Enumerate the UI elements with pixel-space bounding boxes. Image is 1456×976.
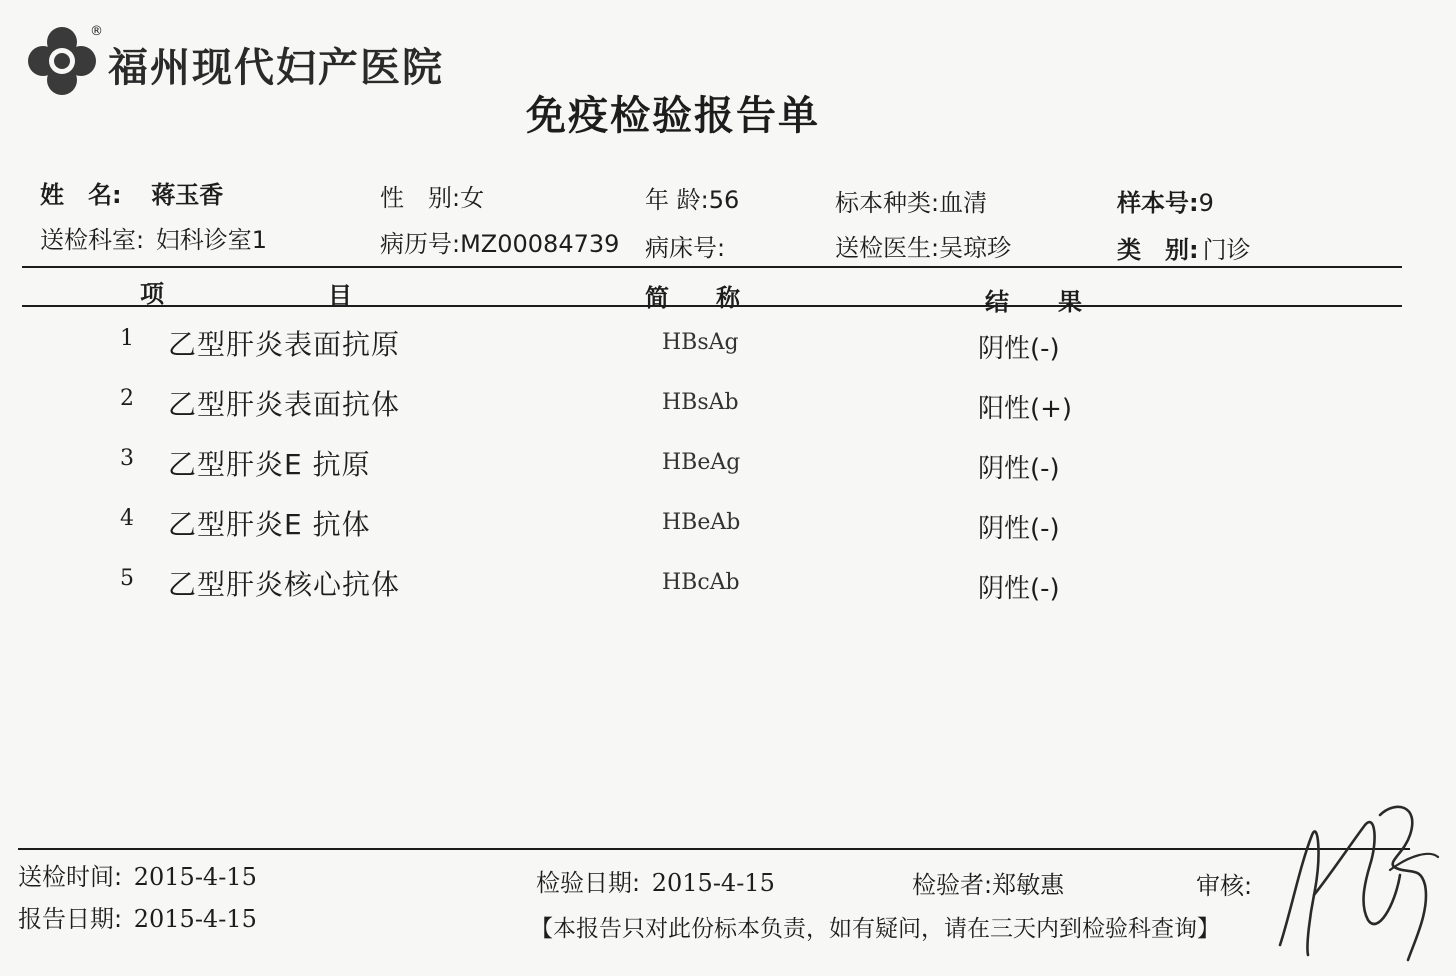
row-test-name: 乙型肝炎表面抗体 (168, 388, 401, 421)
hospital-name: 福州现代妇产医院 (108, 44, 444, 91)
row-result: 阴性(-) (978, 514, 1060, 544)
dept-field (40, 220, 267, 255)
reviewer-field (1196, 866, 1252, 901)
test-date-value: 2015-4-15 (651, 869, 775, 897)
submit-time-value: 2015-4-15 (133, 863, 257, 891)
category-value: 门诊 (1202, 236, 1251, 264)
submit-time-label: 送检时间: (18, 863, 123, 891)
reviewer-signature-icon (1270, 795, 1445, 965)
gender-field (380, 178, 484, 213)
col-item-head-b: 目 (328, 282, 352, 310)
row-result: 阳性(+) (978, 394, 1073, 424)
row-index: 1 (120, 326, 134, 351)
reviewer-label: 审核: (1196, 872, 1253, 900)
row-result: 阴性(-) (978, 574, 1060, 604)
registered-mark: ® (90, 24, 103, 39)
age-label: 年 龄: (645, 186, 709, 214)
patient-name: 蒋玉香 (151, 181, 224, 209)
row-test-name: 乙型肝炎E 抗原 (168, 448, 371, 481)
gender-value: 女 (460, 184, 485, 212)
category-label: 类 别: (1117, 236, 1199, 264)
dept-label: 送检科室: (40, 226, 145, 254)
report-title: 免疫检验报告单 (526, 93, 820, 139)
report-notice: 【本报告只对此份标本负责，如有疑问，请在三天内到检验科查询】 (530, 916, 1220, 942)
specimen-type-value: 血清 (939, 189, 988, 217)
report-date-field (18, 899, 257, 934)
sample-no-label: 样本号: (1117, 189, 1199, 217)
report-date-label: 报告日期: (18, 905, 123, 933)
row-abbreviation: HBcAb (662, 570, 740, 595)
age-field (645, 180, 739, 215)
test-date-label: 检验日期: (536, 869, 641, 897)
row-index: 3 (120, 446, 134, 471)
col-result-head-a: 结 (985, 288, 1009, 316)
bed-no-label: 病床号: (645, 234, 726, 262)
patient-name-label: 姓 名: (40, 181, 122, 209)
age-value: 56 (708, 186, 740, 214)
row-test-name: 乙型肝炎表面抗原 (168, 328, 401, 361)
hospital-logo-icon (26, 26, 98, 96)
gender-label: 性 别: (380, 184, 461, 212)
submit-time-field (18, 857, 257, 892)
record-no-value: MZ00084739 (460, 230, 620, 258)
row-abbreviation: HBsAg (662, 330, 739, 355)
row-abbreviation: HBeAg (662, 450, 741, 475)
col-abbr-head-b: 称 (716, 284, 740, 312)
doctor-field (835, 228, 1011, 263)
row-result: 阴性(-) (978, 334, 1060, 364)
doctor-label: 送检医生: (835, 234, 940, 262)
report-date-value: 2015-4-15 (133, 905, 257, 933)
tester-label: 检验者: (912, 871, 993, 899)
tester-field (912, 865, 1064, 900)
test-date-field (536, 863, 775, 898)
row-result: 阴性(-) (978, 454, 1060, 484)
record-no-field (380, 224, 619, 259)
bed-no-field (645, 228, 725, 263)
tester-value: 郑敏惠 (992, 871, 1065, 899)
col-result-head-b: 果 (1058, 288, 1082, 316)
specimen-type-label: 标本种类: (835, 189, 940, 217)
doctor-value: 吴琼珍 (939, 234, 1012, 262)
row-index: 5 (120, 566, 134, 591)
col-abbr-head-a: 简 (645, 284, 669, 312)
patient-name-field (40, 175, 223, 210)
sample-no-value: 9 (1198, 189, 1214, 217)
table-header-rule (22, 305, 1402, 307)
row-test-name: 乙型肝炎E 抗体 (168, 508, 371, 541)
row-index: 2 (120, 386, 134, 411)
specimen-type-field (835, 183, 987, 218)
row-abbreviation: HBsAb (662, 390, 739, 415)
sample-no-field (1117, 183, 1214, 218)
row-test-name: 乙型肝炎核心抗体 (168, 568, 401, 601)
category-field (1117, 230, 1251, 265)
row-index: 4 (120, 506, 134, 531)
table-top-rule (22, 266, 1402, 268)
row-abbreviation: HBeAb (662, 510, 741, 535)
record-no-label: 病历号: (380, 230, 461, 258)
col-item-head-a: 项 (140, 280, 164, 308)
dept-value: 妇科诊室1 (155, 226, 268, 254)
footer-rule (18, 848, 1410, 850)
